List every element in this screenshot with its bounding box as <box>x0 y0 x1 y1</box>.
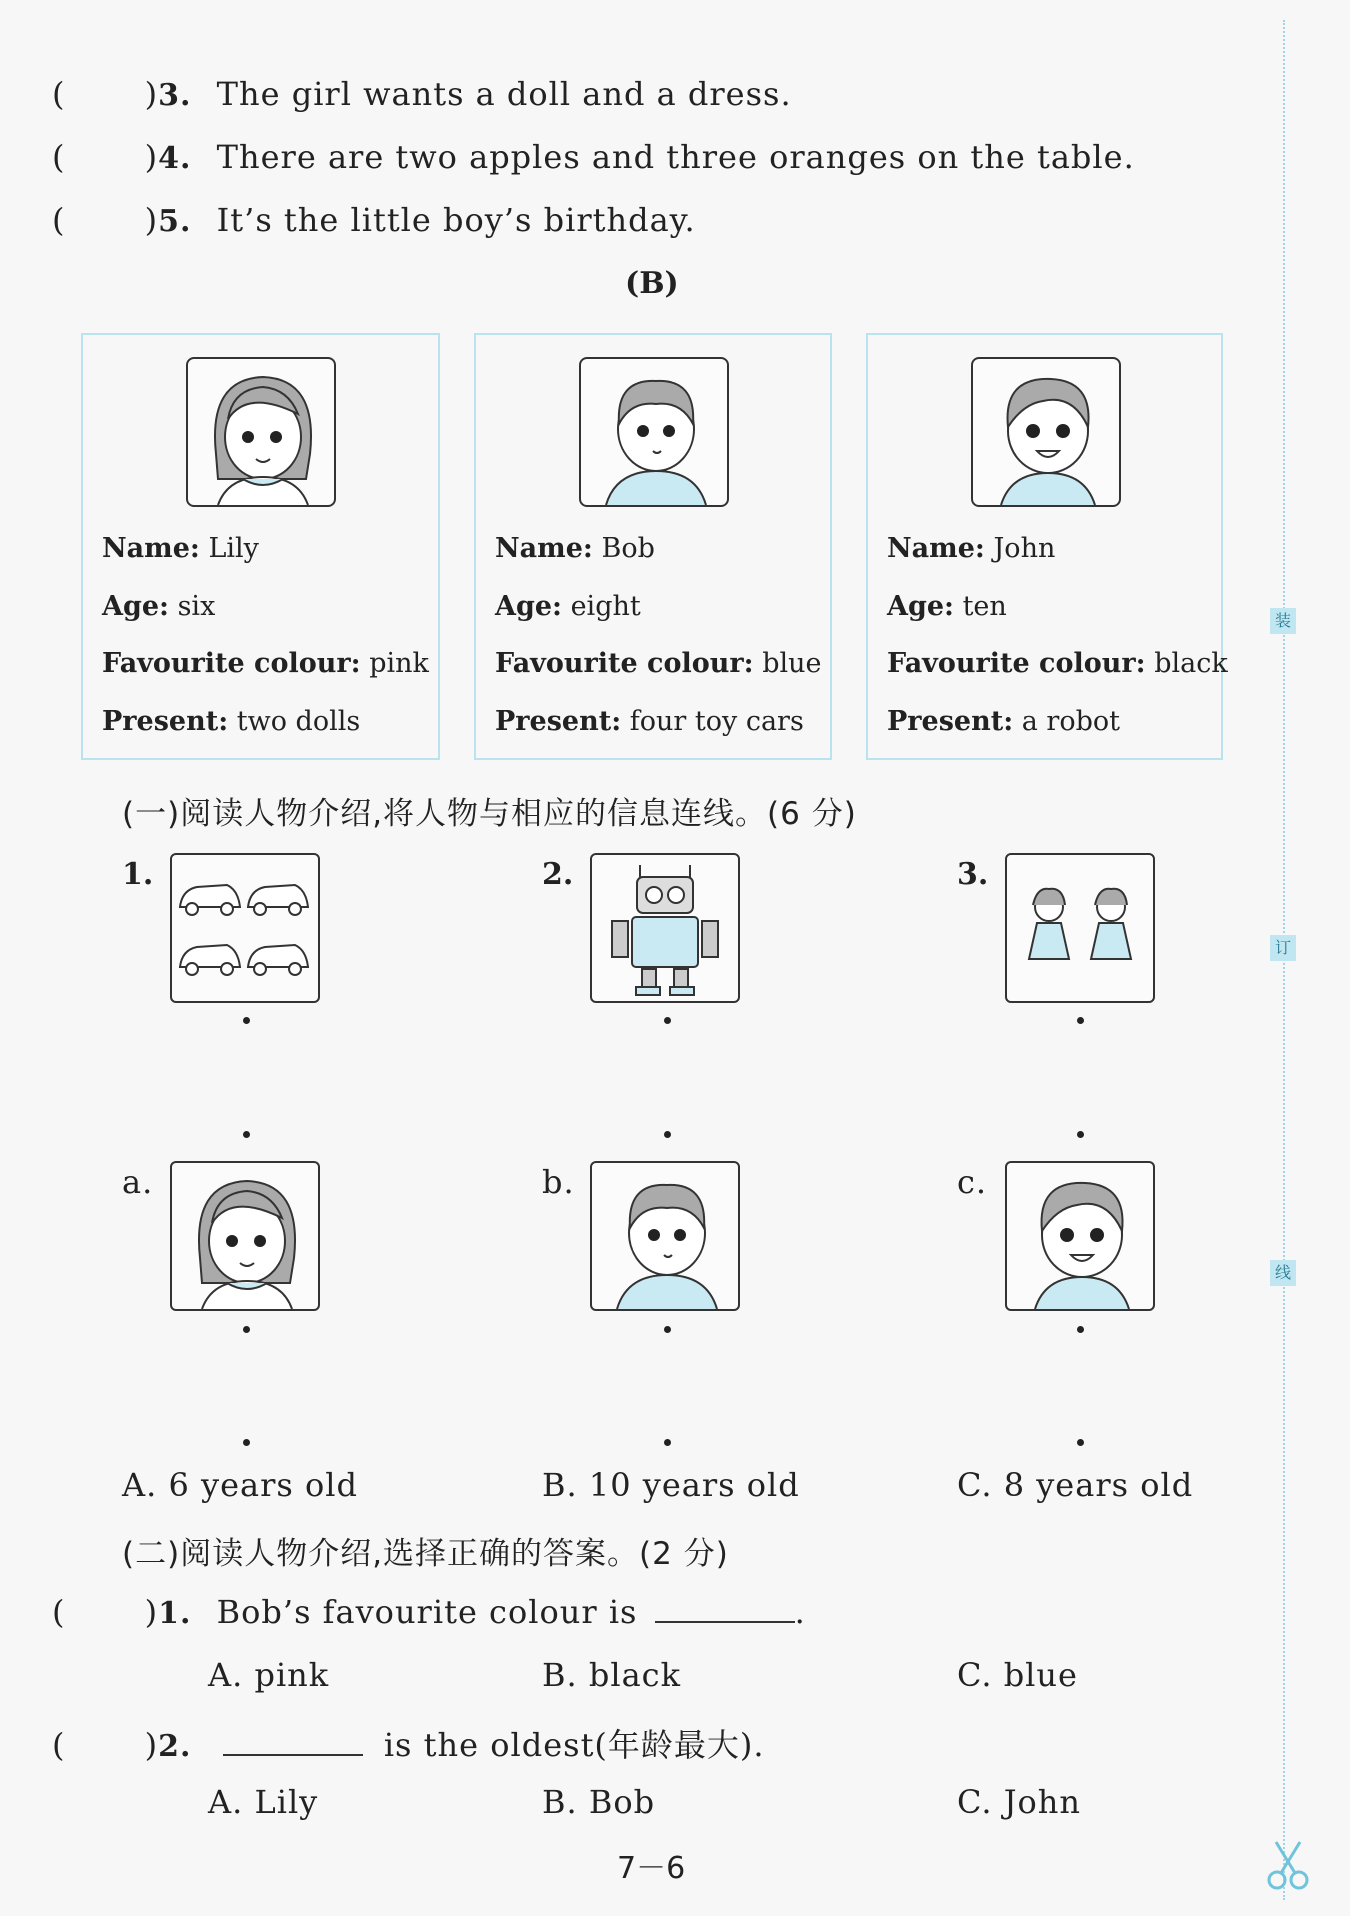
match-dot[interactable] <box>1077 1017 1084 1024</box>
question-text: The girl wants a doll and a dress. <box>216 75 792 113</box>
profile-card-lily <box>81 333 440 760</box>
answer-paren-open[interactable]: ( <box>52 138 66 176</box>
answer-paren-close: ) <box>144 138 159 176</box>
answer-blank[interactable] <box>223 1754 363 1756</box>
card-colour-field: Favourite colour: black <box>887 648 1228 679</box>
picture-number: 2. <box>542 857 574 892</box>
match-dot[interactable] <box>664 1017 671 1024</box>
binding-mark: 订 <box>1270 935 1296 961</box>
scissors-icon <box>1266 1838 1310 1896</box>
profile-card-bob <box>474 333 832 760</box>
match-dot[interactable] <box>1077 1131 1084 1138</box>
answer-blank[interactable] <box>655 1621 795 1623</box>
question-number: 5. <box>158 204 192 239</box>
answer-paren-open[interactable]: ( <box>52 75 66 113</box>
option: B. black <box>542 1656 681 1694</box>
option: A. pink <box>208 1656 330 1694</box>
answer-paren-close: ) <box>144 1593 159 1631</box>
question-number: 3. <box>158 78 192 113</box>
option: C. John <box>957 1783 1081 1821</box>
match-dot[interactable] <box>243 1017 250 1024</box>
person-letter: b. <box>542 1163 575 1201</box>
answer-paren-open[interactable]: ( <box>52 1726 66 1764</box>
binding-mark: 装 <box>1270 608 1296 634</box>
question-number: 4. <box>158 141 192 176</box>
person-letter: a. <box>122 1163 154 1201</box>
card-name-field: Name: Lily <box>102 533 259 564</box>
match-dot[interactable] <box>664 1439 671 1446</box>
question-text: is the oldest(年龄最大). <box>383 1726 765 1764</box>
part2-question-2 <box>52 1720 765 1766</box>
boy-portrait-icon <box>971 357 1121 507</box>
section-b-heading: (B) <box>625 266 679 301</box>
question-text: Bob’s favourite colour is <box>216 1593 638 1631</box>
card-name-field: Name: John <box>887 533 1056 564</box>
answer-paren-close: ) <box>144 201 159 239</box>
question-text: It’s the little boy’s birthday. <box>216 201 696 239</box>
match-dot[interactable] <box>1077 1326 1084 1333</box>
answer-paren-open[interactable]: ( <box>52 201 66 239</box>
boy-icon <box>590 1161 740 1311</box>
toy-cars-icon <box>170 853 320 1003</box>
answer-paren-close: ) <box>144 1726 159 1764</box>
card-age-field: Age: ten <box>887 591 1007 622</box>
option: C. blue <box>957 1656 1078 1694</box>
robot-icon <box>590 853 740 1003</box>
option: B. Bob <box>542 1783 656 1821</box>
card-present-field: Present: four toy cars <box>495 706 804 737</box>
age-option: C. 8 years old <box>957 1466 1194 1504</box>
page-number: 7－6 <box>617 1851 686 1886</box>
question-number: 1. <box>158 1596 192 1631</box>
card-age-field: Age: eight <box>495 591 641 622</box>
age-option: A. 6 years old <box>122 1466 358 1504</box>
question-a-5 <box>52 201 696 239</box>
part2-question-1 <box>52 1593 806 1631</box>
answer-paren-close: ) <box>144 75 159 113</box>
card-colour-field: Favourite colour: blue <box>495 648 822 679</box>
card-present-field: Present: a robot <box>887 706 1120 737</box>
match-dot[interactable] <box>1077 1439 1084 1446</box>
question-punctuation: . <box>794 1593 806 1631</box>
question-text: There are two apples and three oranges on the table. <box>216 138 1135 176</box>
card-colour-field: Favourite colour: pink <box>102 648 429 679</box>
girl-portrait-icon <box>186 357 336 507</box>
match-dot[interactable] <box>243 1439 250 1446</box>
boy-icon <box>1005 1161 1155 1311</box>
question-number: 2. <box>158 1729 192 1764</box>
girl-icon <box>170 1161 320 1311</box>
picture-number: 1. <box>122 857 154 892</box>
age-option: B. 10 years old <box>542 1466 800 1504</box>
boy-portrait-icon <box>579 357 729 507</box>
question-a-4 <box>52 138 1135 176</box>
card-name-field: Name: Bob <box>495 533 655 564</box>
picture-number: 3. <box>957 857 989 892</box>
part2-title: (二)阅读人物介绍,选择正确的答案。(2 分) <box>122 1536 729 1572</box>
answer-paren-open[interactable]: ( <box>52 1593 66 1631</box>
part1-title: (一)阅读人物介绍,将人物与相应的信息连线。(6 分) <box>122 796 857 832</box>
match-dot[interactable] <box>243 1326 250 1333</box>
match-dot[interactable] <box>664 1326 671 1333</box>
card-present-field: Present: two dolls <box>102 706 361 737</box>
match-dot[interactable] <box>664 1131 671 1138</box>
person-letter: c. <box>957 1163 988 1201</box>
profile-card-john <box>866 333 1228 760</box>
question-a-3 <box>52 75 792 113</box>
match-dot[interactable] <box>243 1131 250 1138</box>
card-age-field: Age: six <box>102 591 216 622</box>
dolls-icon <box>1005 853 1155 1003</box>
option: A. Lily <box>208 1783 319 1821</box>
binding-mark: 线 <box>1270 1260 1296 1286</box>
